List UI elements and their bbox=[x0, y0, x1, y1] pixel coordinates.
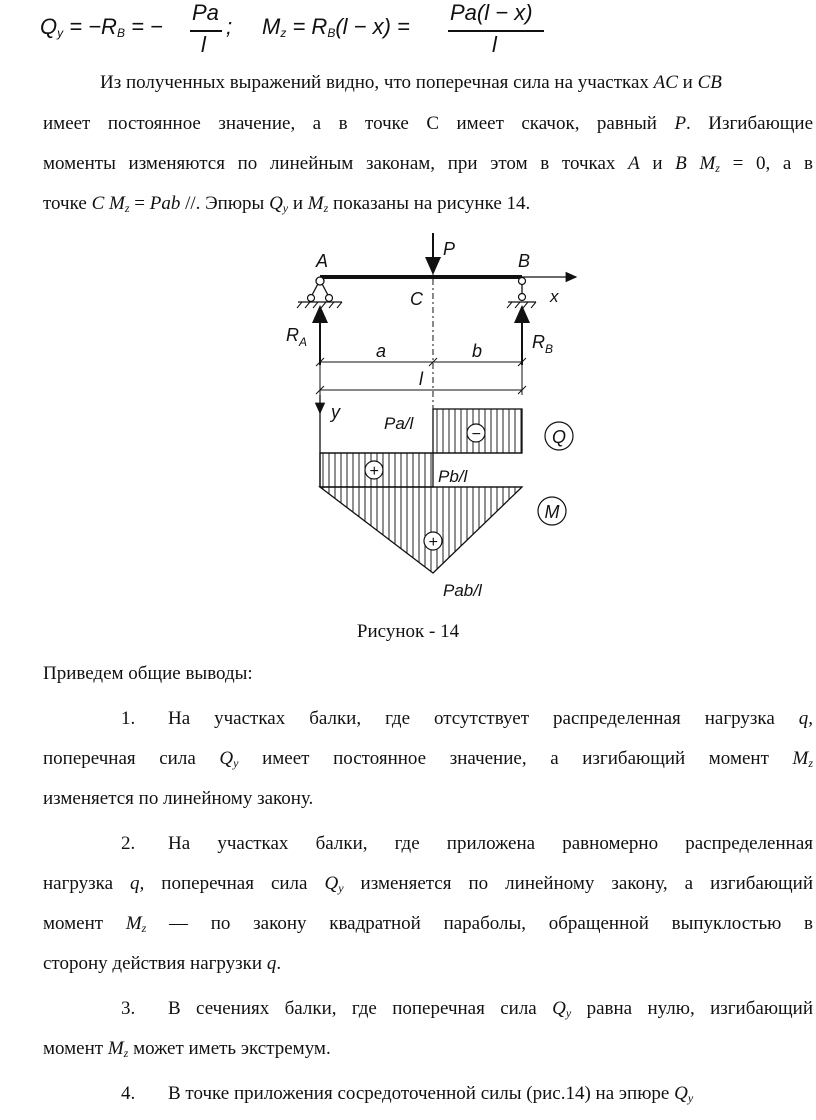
label-x: x bbox=[550, 287, 559, 306]
item4-number: 4. bbox=[121, 1083, 136, 1104]
item2-line3: момент $M_z$ — по закону квадратной параболы, обращенной выпуклостью в bbox=[43, 913, 813, 935]
formula-block bbox=[40, 0, 600, 62]
figure-caption: Рисунок - 14 bbox=[356, 621, 460, 642]
paragraph1-line2: имеет постоянное значение, а в точке С имеет скачок, равный P. Изгибающие bbox=[43, 113, 813, 134]
svg-text:Q: Q bbox=[551, 427, 567, 447]
svg-text:M: M bbox=[544, 502, 560, 522]
label-pb-l: Pb/l bbox=[438, 467, 468, 486]
item1-line2: поперечная сила $Q_y$ имеет постоянное значение, а изгибающий момент $M_z$ bbox=[43, 748, 814, 770]
label-pab-l: Pab/l bbox=[443, 581, 482, 600]
m-diagram bbox=[320, 487, 522, 573]
svg-text:+: + bbox=[428, 534, 438, 551]
item2-number: 2. bbox=[121, 833, 136, 854]
label-b-point: B bbox=[518, 251, 531, 271]
label-l-dim: l bbox=[419, 369, 423, 389]
item1-line1: На участках балки, где отсутствует распределенная нагрузка q, bbox=[168, 708, 813, 729]
label-y: y bbox=[331, 402, 340, 422]
fraction-bar bbox=[190, 30, 222, 32]
formula-qy: $Q_y = -R_B$ = − bbox=[40, 14, 163, 40]
item1-number: 1. bbox=[121, 708, 136, 729]
formula-mz: $M_z = R_B(l - x)$ = bbox=[262, 14, 410, 40]
beam-diagram bbox=[280, 225, 590, 610]
label-c-point: C bbox=[410, 289, 423, 309]
label-a-point: A bbox=[316, 251, 329, 271]
label-p: P bbox=[443, 239, 456, 259]
paragraph1-line3: моменты изменяются по линейным законам, при этом в точках A и B $M_z = 0$, а в bbox=[43, 153, 813, 175]
formula-qy-denominator: l bbox=[201, 32, 206, 57]
item3-line2: момент $M_z$ может иметь экстремум. bbox=[43, 1038, 331, 1060]
label-b-dim: b bbox=[472, 341, 483, 361]
formula-semicolon: ; bbox=[226, 14, 233, 39]
paragraph1-line4: точке C $M_z$ = Pab //. Эпюры $Q_y$ и $M_z$ показаны на рисунке 14. bbox=[43, 193, 531, 215]
item3-number: 3. bbox=[121, 998, 136, 1019]
paragraph1-line1: Из полученных выражений видно, что поперечная сила на участках AC и CB bbox=[100, 72, 722, 93]
label-rb: $R_B$ bbox=[532, 332, 554, 356]
formula-mz-numerator: Pa(l − x) bbox=[450, 0, 533, 25]
item2-line1: На участках балки, где приложена равномерно распределенная bbox=[168, 833, 813, 854]
item3-line1: В сечениях балки, где поперечная сила $Q_y$ равна нулю, изгибающий bbox=[168, 998, 813, 1020]
conclusions-title: Приведем общие выводы: bbox=[43, 663, 253, 684]
label-pa-l: Pa/l bbox=[384, 414, 414, 433]
label-a-dim: a bbox=[376, 341, 387, 361]
item1-line3: изменяется по линейному закону. bbox=[43, 788, 314, 809]
label-ra: $R_A$ bbox=[286, 325, 308, 349]
item2-line4: сторону действия нагрузки q. bbox=[43, 953, 282, 974]
formula-qy-numerator: Pa bbox=[192, 0, 219, 25]
support-a bbox=[297, 277, 342, 308]
item4-line1: В точке приложения сосредоточенной силы (рис.14) на эпюре $Q_y$ bbox=[168, 1083, 694, 1105]
svg-text:−: − bbox=[471, 426, 481, 443]
svg-text:+: + bbox=[369, 463, 379, 480]
support-b bbox=[507, 278, 536, 309]
formula-mz-denominator: l bbox=[492, 32, 497, 57]
item2-line2: нагрузка q, поперечная сила $Q_y$ изменяется по линейному закону, а изгибающий bbox=[43, 873, 814, 895]
